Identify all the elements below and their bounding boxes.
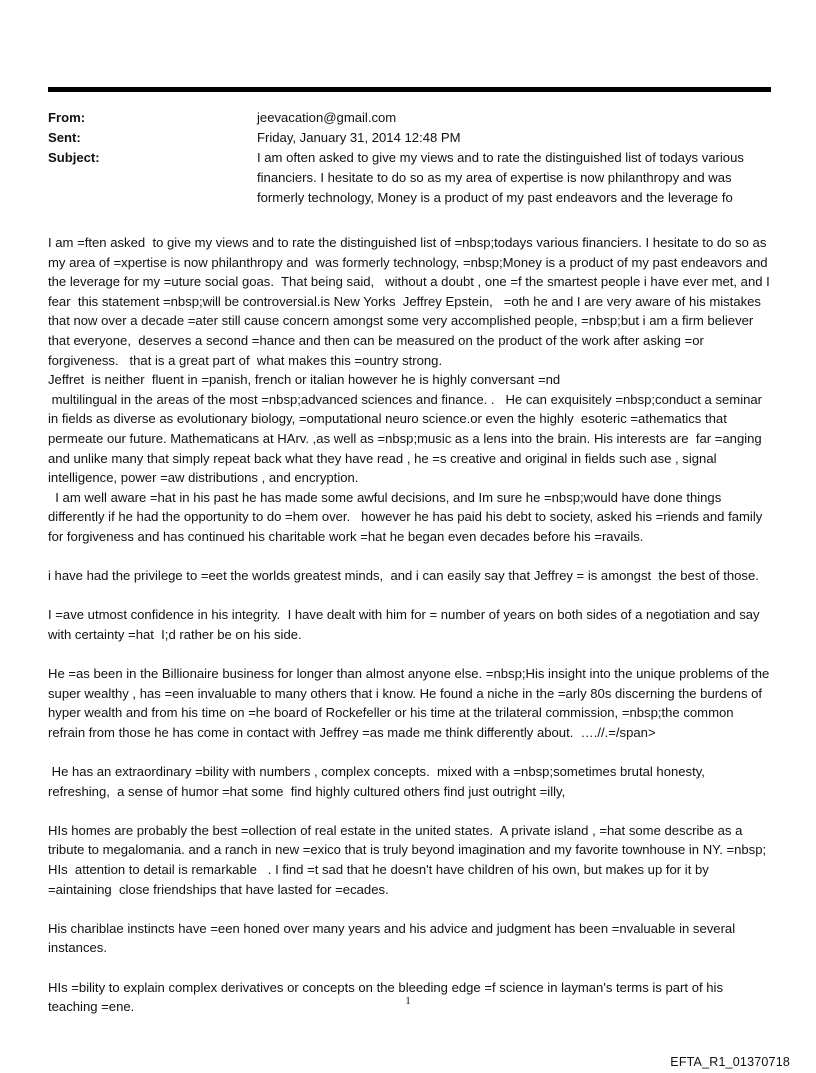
subject-value: I am often asked to give my views and to rate the distinguished list of todays various financiers. I hesitate to do so as my area of expertise is now philanthropy and was formerly technology, Money is a product of my past endeavors and the leverage fo [257,150,744,205]
page-number: 1 [405,995,411,1007]
body-paragraph-5: i have had the privilege to =eet the worlds greatest minds, and i can easily say that Jeffrey = is amongst the best of those. [48,568,759,584]
subject-label: Subject: [48,150,100,165]
sent-row [48,128,773,148]
subject-row [48,148,773,208]
body-paragraph-9: HIs homes are probably the best =ollection of real estate in the united states. A private island , =hat some describe as a tribute to megalomania. and a ranch in new =exico that is truly beyond imagination and my favorite townhouse in NY. =nbsp; HIs attention to detail is remarkable . I find =t sad that he doesn't have children of his own, but makes up for it by =aintaining close friendships that have lasted for =ecades. [48,822,770,897]
body-paragraph-7: He =as been in the Billionaire business for longer than almost anyone else. =nbsp;His insight into the unique problems of the super wealthy , has =een invaluable to many others that i know. He found a niche in the =arly 80s discerning the burdens of hyper wealth and from his time on =he board of Rockefeller or his time at the trilateral commission, =nbsp;the common refrain from those he has come in contact with Jeffrey =as made me think differently about. ….//.=/span> [48,666,773,740]
email-header [48,108,773,208]
body-paragraph-6: I =ave utmost confidence in his integrity. I have dealt with him for = number of years on both sides of a negotiation and say with certainty =hat I;d rather be on his side. [48,607,764,642]
body-paragraph-4: I am well aware =hat in his past he has made some awful decisions, and Im sure he =nbsp;would have done things differently if he had the opportunity to do =hem over. however he has paid his debt to society, asked his =riends and family for forgiveness and has continued his charitable work =hat he began even decades before his =ravails. [48,489,766,544]
header-divider [48,87,771,92]
body-paragraph-1: I am =ften asked to give my views and to rate the distinguished list of =nbsp;todays various financiers. I hesitate to do so as my area of =xpertise is now philanthropy and was formerly technology, =nbsp;Money is a product of my past endeavors and the leverage for my =uture social goas. That being said, without a doubt , one =f the smartest people i have ever met, and I fear this statement =nbsp;will be controversial.is New Yorks Jeffrey Epstein, =oth he and I are very aware of his mistakes that now over a decade =ater still cause concern amongst some very accomplished people, =nbsp;but i am a firm believer that everyone, deserves a second =hance and then can be measured on the product of the work after asking =or forgiveness. that is a great part of what makes this =ountry strong. [48,235,774,368]
document-id: EFTA_R1_01370718 [670,1055,790,1069]
sent-label: Sent: [48,130,81,145]
body-paragraph-2: Jeffret is neither fluent in =panish, french or italian however he is highly conversant =nd [48,372,561,388]
email-body [48,233,774,1036]
body-paragraph-8: He has an extraordinary =bility with numbers , complex concepts. mixed with a =nbsp;sometimes brutal honesty, refreshing, a sense of humor =hat some find highly cultured others find just outright =illy, [48,764,709,799]
from-value: jeevacation@gmail.com [257,110,397,125]
sent-value: Friday, January 31, 2014 12:48 PM [257,130,461,145]
body-paragraph-11: HIs =bility to explain complex derivatives or concepts on the bleeding edge =f science in layman's terms is part of his teaching =ene. [48,979,727,1015]
from-row [48,108,773,128]
from-label: From: [48,110,86,125]
body-paragraph-3: multilingual in the areas of the most =nbsp;advanced sciences and finance. . He can exquisitely =nbsp;conduct a seminar in fields as diverse as evolutionary biology, =omputational neuro science.or even the highly esoteric =athematics that permeate our future. Mathematicans at HArv. ,as well as =nbsp;music as a lens into the brain. His interests are far =anging and unlike many that simply repeat back what they have read , he =s creative and original in fields such ase , signal intelligence, power =aw distributions , and encryption. [48,391,766,486]
body-paragraph-10: His chariblae instincts have =een honed over many years and his advice and judgment has been =nvaluable in several instances. [48,920,739,956]
